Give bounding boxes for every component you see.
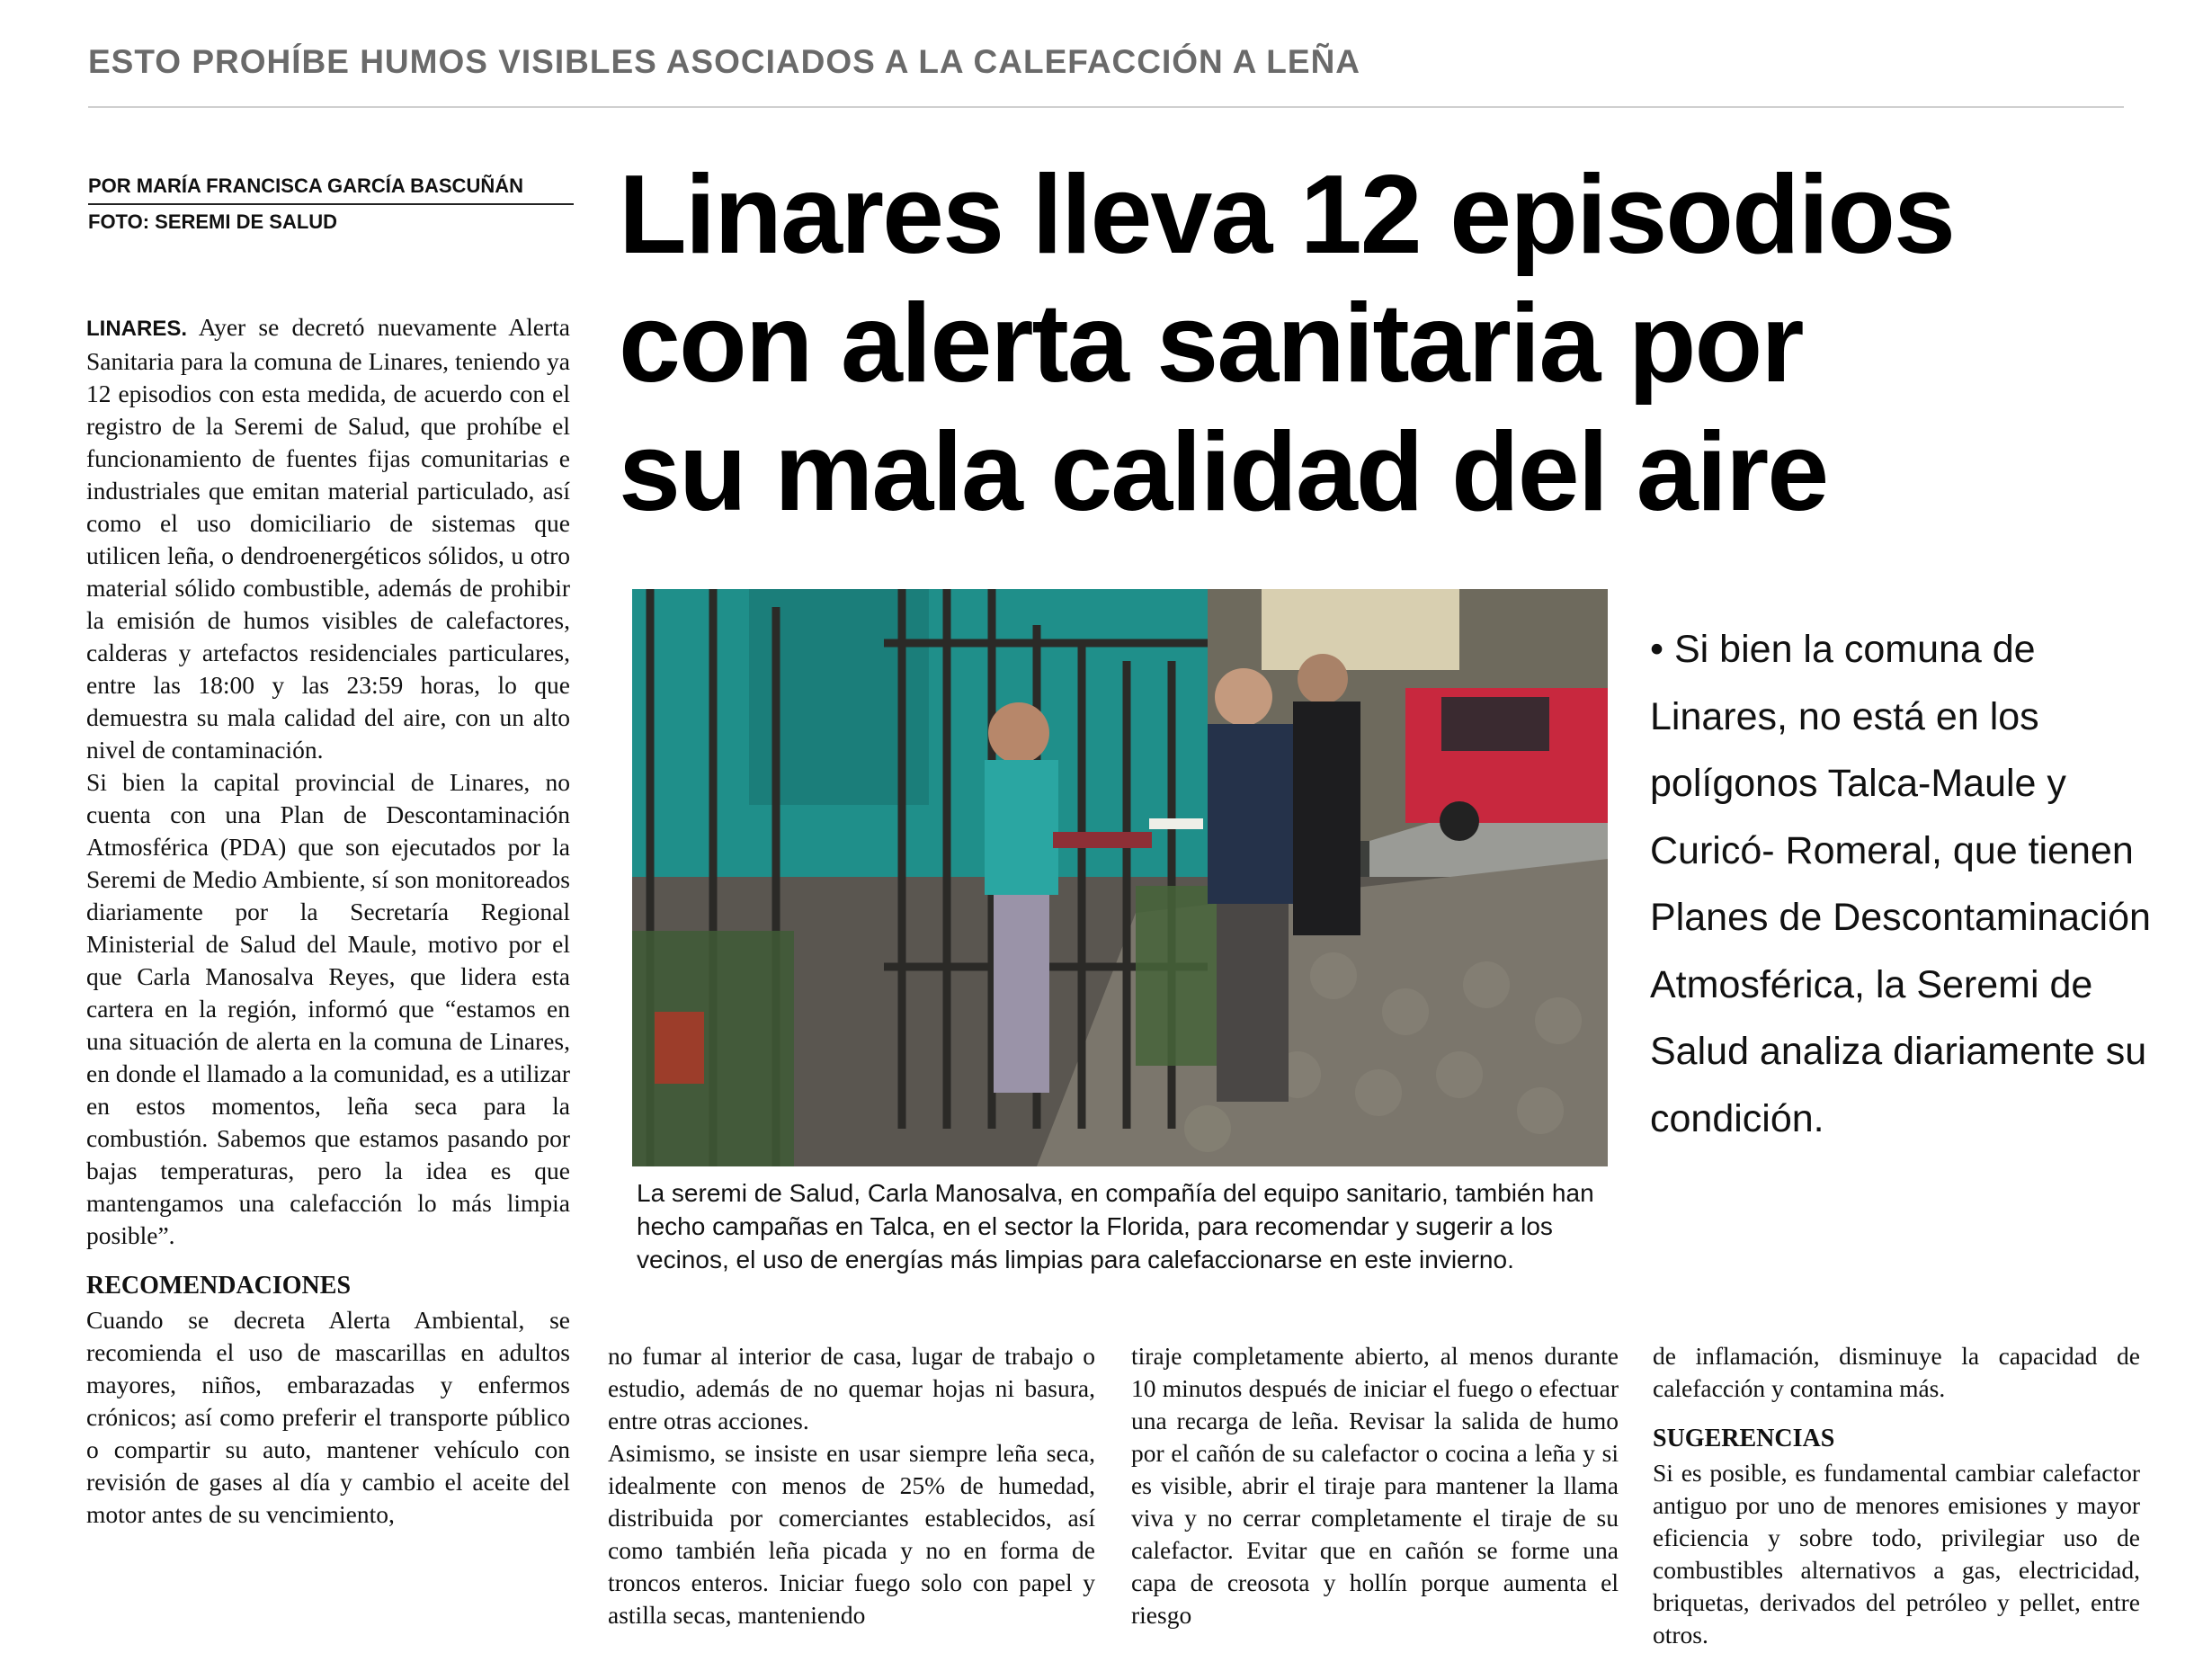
subhead-recomendaciones: RECOMENDACIONES bbox=[86, 1272, 352, 1300]
paragraph-1 bbox=[86, 311, 570, 766]
byline bbox=[88, 173, 574, 236]
headline-line-2: con alerta sanitaria por bbox=[619, 281, 1803, 406]
article-column-4 bbox=[1653, 1340, 2140, 1651]
paragraph-5: Asimismo, se insiste en usar siempre leña seca, idealmente con menos de 25% de humedad, distribuida por comerciantes establecidos, así como también leña picada y no en forma de troncos enteros. Iniciar fuego solo con papel y astilla secas, manteniendo bbox=[608, 1439, 1095, 1629]
author-credit: POR MARÍA FRANCISCA GARCÍA BASCUÑÁN bbox=[88, 174, 523, 197]
paragraph-4: no fumar al interior de casa, lugar de trabajo o estudio, además de no quemar hojas ni basura, entre otras acciones. bbox=[608, 1342, 1095, 1434]
sidebar-pullquote: • Si bien la comuna de Linares, no está en los polígonos Talca-Maule y Curicó- Romeral, que tienen Planes de Descontaminación Atmosférica, la Seremi de Salud analiza diariamente su condición. bbox=[1650, 628, 2151, 1140]
paragraph-3: Cuando se decreta Alerta Ambiental, se recomienda el uso de mascarillas en adultos mayores, niños, embarazadas y enfermos crónicos; así como preferir el transporte público o compartir su auto, mantener vehículo con revisión de gases al día y cambio el aceite del motor antes de su vencimiento, bbox=[86, 1306, 570, 1528]
photo-caption: La seremi de Salud, Carla Manosalva, en compañía del equipo sanitario, también han hecho campañas en Talca, en el sector la Florida, para recomendar y sugerir a los vecinos, el uso de energías más limpias para calefaccionarse en este invierno. bbox=[637, 1179, 1594, 1273]
paragraph-1-text: Ayer se decretó nuevamente Alerta Sanitaria para la comuna de Linares, teniendo ya 12 episodios con esta medida, de acuerdo con el registro de la Seremi de Salud, que prohíbe el funcionamiento de fuentes fijas comunitarias e industriales que emitan material particulado, así como el uso domiciliario de sistemas que utilicen leña, o dendroenergéticos sólidos, u otro material sólido combustible, además de prohibir la emisión de humos visibles de calefactores, calderas y artefactos residenciales particulares, entre las 18:00 y las 23:59 horas, lo que demuestra su mala calidad del aire, con un alto nivel de contaminación. bbox=[86, 313, 570, 764]
byline-divider bbox=[88, 203, 574, 205]
section-kicker: ESTO PROHÍBE HUMOS VISIBLES ASOCIADOS A LA CALEFACCIÓN A LEÑA bbox=[88, 43, 1361, 80]
article-column-3 bbox=[1131, 1340, 1619, 1631]
paragraph-2: Si bien la capital provincial de Linares, no cuenta con una Plan de Descontaminación Atmosférica (PDA) que son ejecutados por la Seremi de Medio Ambiente, sí son monitoreados diariamente por la Secretaría Regional Ministerial de Salud del Maule, motivo por el que Carla Manosalva Reyes, que lidera esta cartera en la región, informó que “estamos en una situación de alerta en la comuna de Linares, en donde el llamado a la comunidad, es a utilizar en estos momentos, leña seca para la combustión. Sabemos que estamos pasando por bajas temperaturas, pero la idea es que mantengamos una calefacción lo más limpia posible”. bbox=[86, 768, 570, 1249]
headline-line-3: su mala calidad del aire bbox=[619, 410, 1828, 534]
article-column-2 bbox=[608, 1340, 1095, 1631]
dateline: LINARES. bbox=[86, 317, 188, 341]
top-divider bbox=[88, 106, 2124, 108]
paragraph-6: tiraje completamente abierto, al menos durante 10 minutos después de iniciar el fuego o efectuar una recarga de leña. Revisar la salida de humo por el cañón de su calefactor o cocina a leña y si es visible, abrir el tiraje para mantener la llama viva y no cerrar completamente el tiraje de su calefactor. Evitar que en cañón se forme una capa de creosota y hollín porque aumenta el riesgo bbox=[1131, 1342, 1619, 1629]
article-photo bbox=[632, 589, 1608, 1166]
paragraph-7: de inflamación, disminuye la capacidad de calefacción y contamina más. bbox=[1653, 1342, 2140, 1402]
photo-illustration bbox=[632, 589, 1608, 1166]
headline bbox=[619, 151, 2147, 537]
paragraph-8: Si es posible, es fundamental cambiar calefactor antiguo por uno de menores emisiones y mayor eficiencia y sobre todo, privilegiar uso de combustibles alternativos a gas, electricidad, briquetas, derivados del petróleo y pellet, entre otros. bbox=[1653, 1459, 2140, 1649]
headline-line-1: Linares lleva 12 episodios bbox=[619, 153, 1954, 277]
article-column-1 bbox=[86, 311, 570, 1531]
subhead-sugerencias: SUGERENCIAS bbox=[1653, 1425, 1835, 1452]
photo-credit: FOTO: SEREMI DE SALUD bbox=[88, 210, 338, 233]
